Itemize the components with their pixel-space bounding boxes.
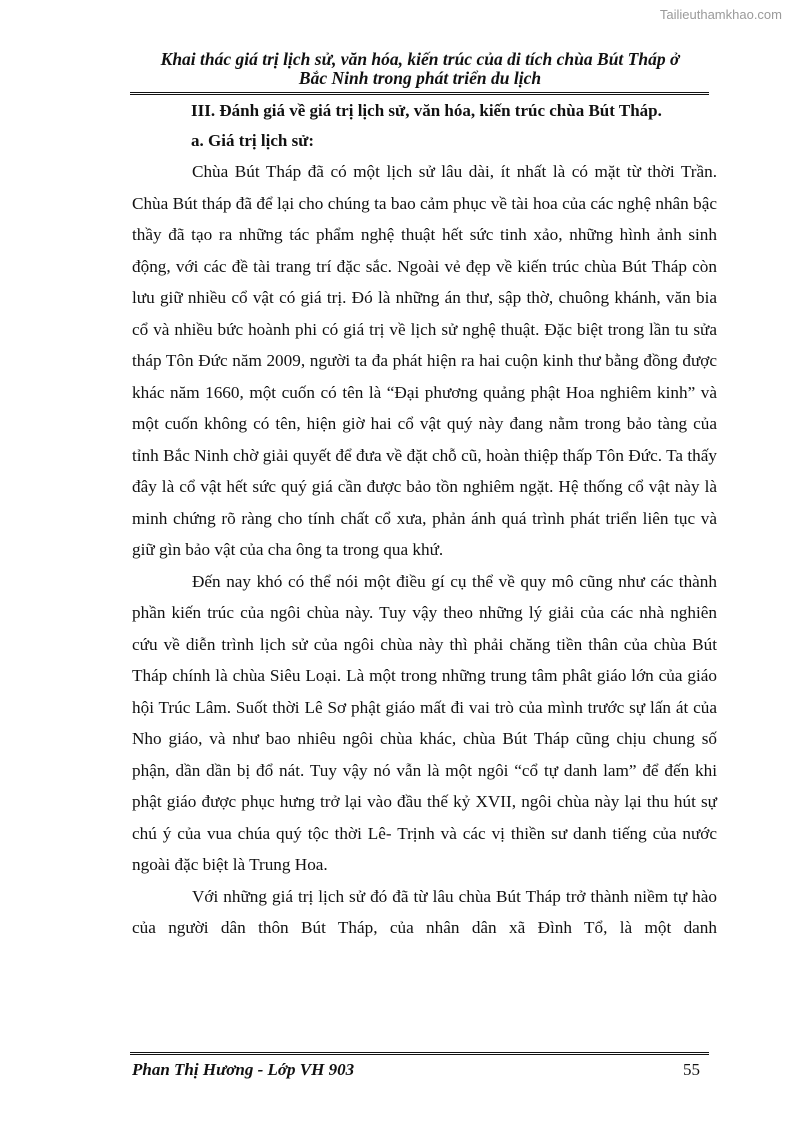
header-rule xyxy=(130,92,709,95)
paragraph: Chùa Bút Tháp đã có một lịch sử lâu dài, ít nhất là có mặt từ thời Trần. Chùa Bút tháp đã để lại cho chúng ta bao cảm phục về tài hoa của các nghệ nhân bậc thầy đã tạo ra những tác phẩm nghệ thuật hết sức tinh xảo, những hình ảnh sinh động, với các đề tài trang trí đặc sắc. Ngoài vẻ đẹp về kiến trúc chùa Bút Tháp còn lưu giữ nhiều cổ vật có giá trị. Đó là những án thư, sập thờ, chuông khánh, văn bia cổ và nhiều bức hoành phi có giá trị về lịch sử nghệ thuật. Đặc biệt trong lần tu sửa tháp Tôn Đức năm 2009, người ta đa phát hiện ra hai cuộn kinh thư bằng đồng được khác năm 1660, một cuốn có tên là “Đại phương quảng phật Hoa nghiêm kinh” và một cuốn không có tên, hiện giờ hai cổ vật quý này đang nằm trong bảo tàng của tỉnh Bắc Ninh chờ giải quyết để đưa về đặt chỗ cũ, hoàn thiệp thấp Tôn Đức. Ta thấy đây là cổ vật hết sức quý giá cần được bảo tồn nghiêm ngặt. Hệ thống cổ vật này là minh chứng rõ ràng cho tính chất cổ xưa, phản ánh quá trình phát triển liên tục và giữ gìn bảo vật của cha ông ta trong qua khứ. xyxy=(132,162,717,559)
footer-author: Phan Thị Hương - Lớp VH 903 xyxy=(132,1060,355,1079)
page-number: 55 xyxy=(683,1060,700,1079)
section-heading: III. Đánh giá về giá trị lịch sử, văn hóa, kiến trúc chùa Bút Tháp. xyxy=(191,101,662,120)
watermark: Tailieuthamkhao.com xyxy=(659,7,782,22)
paragraph: Đến nay khó có thể nói một điều gí cụ thể về quy mô cũng như các thành phần kiến trúc của ngôi chùa này. Tuy vậy theo những lý giải của các nhà nghiên cứu về diễn trình lịch sử của ngôi chùa này thì phải chăng tiền thân của chùa Bút Tháp chính là chùa Siêu Loại. Là một trong những trung tâm phât giáo lớn của giáo hội Trúc Lâm. Suốt thời Lê Sơ phật giáo mất đi vai trò của mình trước sự lấn át của Nho giáo, và như bao nhiêu ngôi chùa khác, chùa Bút Tháp cũng chịu chung số phận, dần dần bị đổ nát. Tuy vậy nó vẫn là một ngôi “cổ tự danh lam” để đến khi phật giáo được phục hưng trở lại vào đầu thế kỷ XVII, ngôi chùa này lại thu hút sự chú ý của vua chúa quý tộc thời Lê- Trịnh và các vị thiền sư danh tiếng của nước ngoài đặc biệt là Trung Hoa. xyxy=(132,571,717,874)
running-header xyxy=(130,50,710,88)
paragraph: Với những giá trị lịch sử đó đã từ lâu chùa Bút Tháp trở thành niềm tự hào của người dân thôn Bút Tháp, của nhân dân xã Đình Tổ, là một danh xyxy=(132,886,717,937)
footer-rule xyxy=(130,1052,709,1055)
header-line-2: Bắc Ninh trong phát triển du lịch xyxy=(298,68,542,88)
subsection-heading: a. Giá trị lịch sử: xyxy=(191,131,315,150)
header-line-1: Khai thác giá trị lịch sử, văn hóa, kiến trúc của di tích chùa Bút Tháp ở xyxy=(160,49,680,69)
page-body xyxy=(132,96,717,944)
